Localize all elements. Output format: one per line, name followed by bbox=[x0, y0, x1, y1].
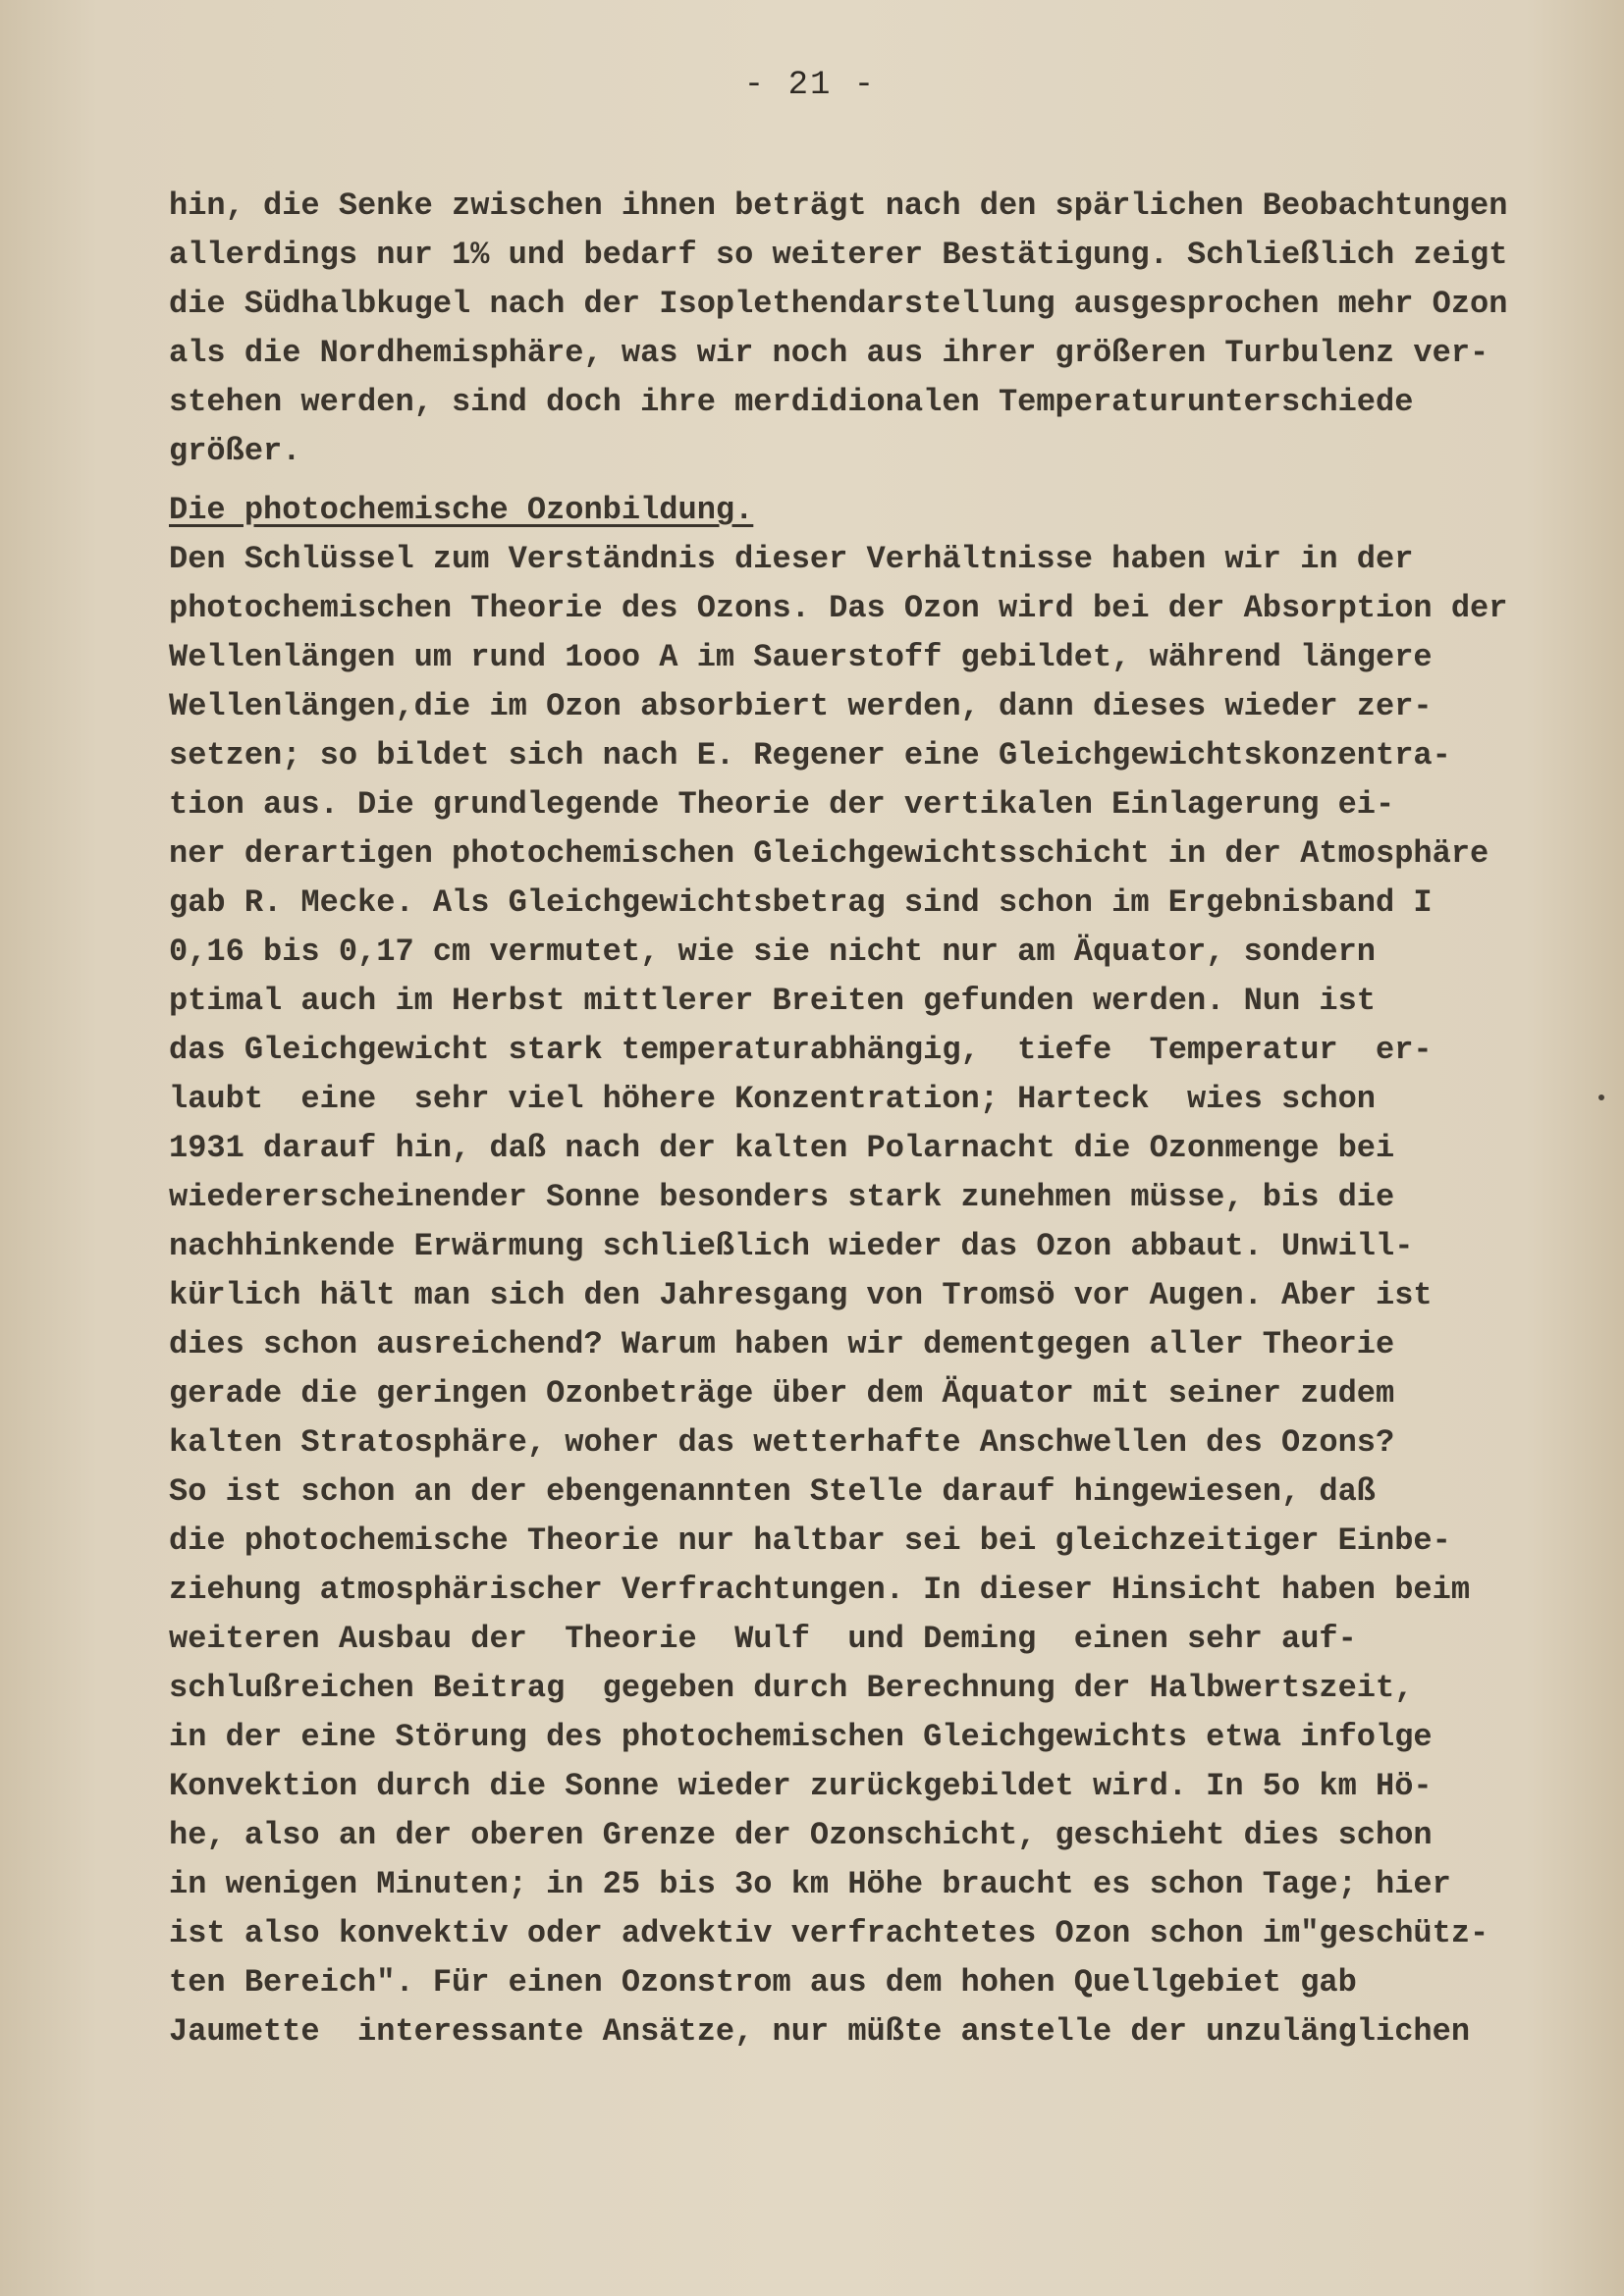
text-line: So ist schon an der ebengenannten Stelle darauf hingewiesen, daß bbox=[169, 1473, 1376, 1510]
page-number: - 21 - bbox=[743, 67, 877, 104]
text-line: setzen; so bildet sich nach E. Regener eine Gleichgewichtskonzentra- bbox=[169, 737, 1451, 774]
text-line: stehen werden, sind doch ihre merdidionalen Temperaturunterschiede bbox=[169, 384, 1414, 420]
text-line: weiteren Ausbau der Theorie Wulf und Deming einen sehr auf- bbox=[169, 1621, 1357, 1657]
text-line: in der eine Störung des photochemischen Gleichgewichts etwa infolge bbox=[169, 1719, 1433, 1755]
text-line: die Südhalbkugel nach der Isoplethendarstellung ausgesprochen mehr Ozon bbox=[169, 286, 1508, 322]
section-heading: Die photochemische Ozonbildung. bbox=[169, 492, 754, 528]
text-line: nachhinkende Erwärmung schließlich wieder das Ozon abbaut. Unwill- bbox=[169, 1228, 1414, 1264]
text-line: 0,16 bis 0,17 cm vermutet, wie sie nicht nur am Äquator, sondern bbox=[169, 934, 1376, 970]
text-line: die photochemische Theorie nur haltbar sei bei gleichzeitiger Einbe- bbox=[169, 1522, 1451, 1559]
margin-dot bbox=[1598, 1095, 1604, 1100]
text-line: Wellenlängen,die im Ozon absorbiert werden, dann dieses wieder zer- bbox=[169, 688, 1433, 724]
text-line: als die Nordhemisphäre, was wir noch aus ihrer größeren Turbulenz ver- bbox=[169, 335, 1489, 371]
text-line: wiedererscheinender Sonne besonders stark zunehmen müsse, bis die bbox=[169, 1179, 1395, 1215]
text-line: Den Schlüssel zum Verständnis dieser Verhältnisse haben wir in der bbox=[169, 541, 1414, 577]
text-line: schlußreichen Beitrag gegeben durch Berechnung der Halbwertszeit, bbox=[169, 1670, 1414, 1706]
text-line: gerade die geringen Ozonbeträge über dem Äquator mit seiner zudem bbox=[169, 1375, 1395, 1412]
text-line: 1931 darauf hin, daß nach der kalten Polarnacht die Ozonmenge bei bbox=[169, 1130, 1395, 1166]
text-line: ner derartigen photochemischen Gleichgewichtsschicht in der Atmosphäre bbox=[169, 835, 1489, 872]
text-line: ziehung atmosphärischer Verfrachtungen. In dieser Hinsicht haben beim bbox=[169, 1572, 1471, 1608]
text-line: he, also an der oberen Grenze der Ozonschicht, geschieht dies schon bbox=[169, 1817, 1433, 1853]
text-line: Wellenlängen um rund 1ooo A im Sauerstoff gebildet, während längere bbox=[169, 639, 1433, 675]
text-line: ptimal auch im Herbst mittlerer Breiten gefunden werden. Nun ist bbox=[169, 983, 1376, 1019]
text-line: gab R. Mecke. Als Gleichgewichtsbetrag sind schon im Ergebnisband I bbox=[169, 884, 1433, 921]
text-line: laubt eine sehr viel höhere Konzentration; Harteck wies schon bbox=[169, 1081, 1376, 1117]
text-line: tion aus. Die grundlegende Theorie der vertikalen Einlagerung ei- bbox=[169, 786, 1395, 823]
text-line: ten Bereich". Für einen Ozonstrom aus dem hohen Quellgebiet gab bbox=[169, 1964, 1357, 2001]
text-line: photochemischen Theorie des Ozons. Das Ozon wird bei der Absorption der bbox=[169, 590, 1508, 626]
text-line: hin, die Senke zwischen ihnen beträgt nach den spärlichen Beobachtungen bbox=[169, 187, 1508, 224]
text-line: ist also konvektiv oder advektiv verfrachtetes Ozon schon im"geschütz- bbox=[169, 1915, 1489, 1951]
text-line: kalten Stratosphäre, woher das wetterhafte Anschwellen des Ozons? bbox=[169, 1424, 1395, 1461]
text-line: in wenigen Minuten; in 25 bis 3o km Höhe braucht es schon Tage; hier bbox=[169, 1866, 1451, 1902]
text-line: Konvektion durch die Sonne wieder zurückgebildet wird. In 5o km Hö- bbox=[169, 1768, 1433, 1804]
text-line: größer. bbox=[169, 433, 301, 469]
text-line: allerdings nur 1% und bedarf so weiterer Bestätigung. Schließlich zeigt bbox=[169, 237, 1508, 273]
text-line: das Gleichgewicht stark temperaturabhängig, tiefe Temperatur er- bbox=[169, 1032, 1433, 1068]
text-line: kürlich hält man sich den Jahresgang von Tromsö vor Augen. Aber ist bbox=[169, 1277, 1433, 1313]
body-text bbox=[169, 182, 1593, 2056]
text-line: dies schon ausreichend? Warum haben wir dementgegen aller Theorie bbox=[169, 1326, 1395, 1362]
text-line: Jaumette interessante Ansätze, nur müßte anstelle der unzulänglichen bbox=[169, 2013, 1471, 2050]
